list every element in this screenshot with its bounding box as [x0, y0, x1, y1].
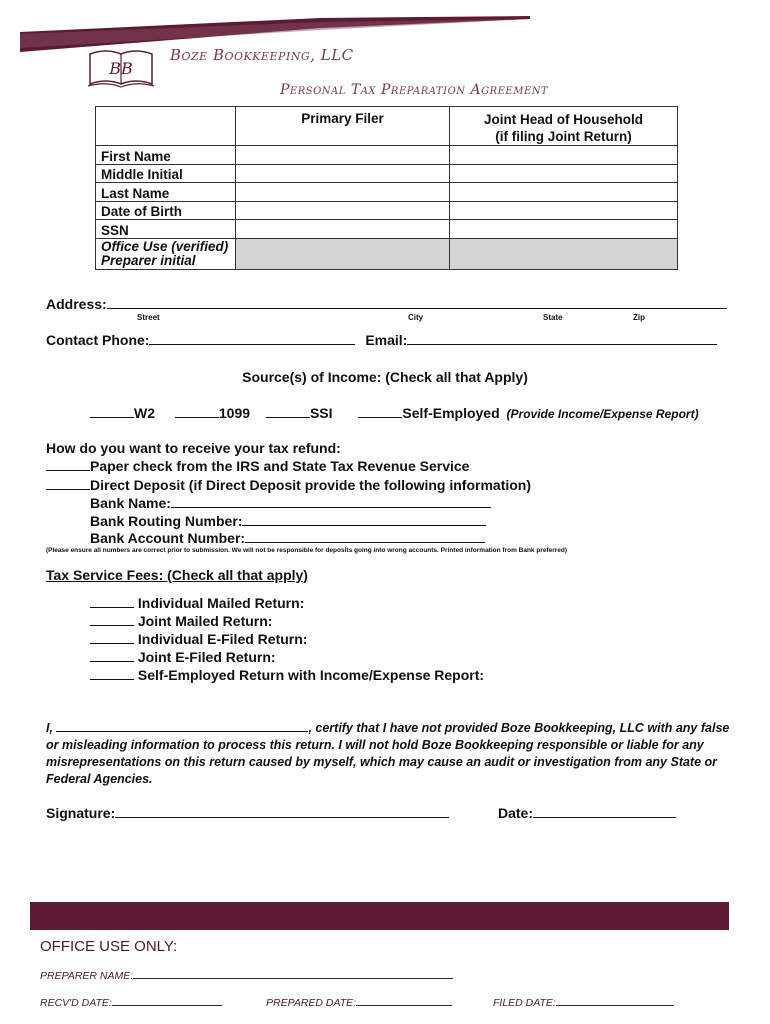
self-employed-label: Self-Employed	[402, 405, 500, 421]
ssi-label: SSI	[309, 405, 333, 421]
bank-name-field[interactable]	[171, 507, 491, 508]
fee-checkbox[interactable]	[90, 679, 134, 680]
fee-checkbox[interactable]	[90, 607, 134, 608]
joint-middle-initial-field[interactable]	[450, 164, 678, 183]
recvd-date-label: RECV'D DATE:	[40, 997, 112, 1009]
fee-label: Self-Employed Return with Income/Expense Report:	[137, 667, 485, 683]
cert-prefix: I,	[46, 721, 53, 735]
account-row	[90, 530, 485, 546]
prepared-date-label: PREPARED DATE:	[266, 997, 357, 1009]
email-field[interactable]	[407, 344, 717, 345]
row-label-ssn: SSN	[96, 220, 236, 239]
cert-name-field[interactable]	[56, 731, 308, 732]
office-use-title: OFFICE USE ONLY:	[40, 938, 178, 955]
logo-text: BB	[109, 59, 133, 78]
contact-row	[46, 332, 717, 348]
fee-checkbox[interactable]	[90, 661, 134, 662]
signature-row	[46, 805, 449, 821]
paper-check-label: Paper check from the IRS and State Tax Revenue Service	[90, 458, 470, 474]
column-primary-filer: Primary Filer	[236, 107, 450, 146]
address-field[interactable]	[107, 308, 727, 309]
refund-question: How do you want to receive your tax refund:	[46, 440, 341, 456]
date-field[interactable]	[533, 817, 676, 818]
fee-item-joint-mailed	[90, 613, 272, 629]
joint-first-name-field[interactable]	[450, 146, 678, 165]
logo-book-icon	[86, 44, 156, 92]
row-label-last-name: Last Name	[96, 183, 236, 202]
date-row	[498, 805, 676, 821]
primary-middle-initial-field[interactable]	[236, 164, 450, 183]
joint-head-label: Joint Head of Household	[483, 112, 643, 127]
date-label: Date:	[498, 805, 534, 821]
email-label: Email:	[365, 332, 408, 348]
document-title: Personal Tax Preparation Agreement	[280, 82, 549, 98]
recvd-date-field[interactable]	[112, 1005, 222, 1006]
fee-item-individual-efiled	[90, 631, 307, 647]
fee-item-joint-efiled	[90, 649, 276, 665]
cert-text: , certify that I have not provided Boze Bookkeeping, LLC with any false or misleading information to process this return. I will not hold Boze Bookkeeping responsible or liable for any misrepresentations on this return caused by myself, which may cause an audit or investigation from any State or Federal Agencies.	[46, 721, 730, 786]
column-joint-filer	[450, 107, 678, 146]
certification-paragraph	[46, 720, 736, 788]
direct-deposit-row	[46, 477, 531, 493]
fee-label: Joint Mailed Return:	[137, 613, 273, 629]
phone-field[interactable]	[149, 344, 355, 345]
prepared-date-field[interactable]	[356, 1005, 452, 1006]
account-field[interactable]	[245, 542, 485, 543]
account-label: Bank Account Number:	[90, 530, 246, 546]
filer-table	[95, 106, 678, 270]
1099-checkbox[interactable]	[175, 417, 219, 418]
company-name: Boze Bookkeeping, LLC	[170, 46, 354, 64]
preparer-name-label: PREPARER NAME:	[40, 970, 134, 982]
paper-check-row	[46, 458, 469, 474]
fee-label: Individual E-Filed Return:	[137, 631, 308, 647]
joint-return-label: (if filing Joint Return)	[495, 129, 632, 144]
w2-checkbox[interactable]	[90, 417, 134, 418]
fee-label: Joint E-Filed Return:	[137, 649, 276, 665]
ssi-checkbox[interactable]	[266, 417, 310, 418]
routing-field[interactable]	[242, 525, 486, 526]
filed-date-row	[493, 997, 674, 1009]
direct-deposit-checkbox[interactable]	[46, 489, 90, 490]
routing-row	[90, 513, 486, 529]
table-corner	[96, 107, 236, 146]
self-employed-note: (Provide Income/Expense Report)	[506, 407, 699, 421]
filed-date-label: FILED DATE:	[493, 997, 556, 1009]
income-options	[90, 405, 699, 421]
primary-dob-field[interactable]	[236, 201, 450, 220]
primary-last-name-field[interactable]	[236, 183, 450, 202]
bank-name-row	[90, 495, 491, 511]
state-caption: State	[543, 313, 563, 322]
w2-label: W2	[134, 405, 155, 421]
fee-checkbox[interactable]	[90, 643, 134, 644]
direct-deposit-label: Direct Deposit (if Direct Deposit provide the following information)	[90, 477, 532, 493]
preparer-initial: Preparer initial	[101, 252, 196, 268]
joint-office-use-cell	[450, 238, 678, 269]
fee-item-self-employed	[90, 667, 484, 683]
primary-ssn-field[interactable]	[236, 220, 450, 239]
routing-label: Bank Routing Number:	[90, 513, 243, 529]
row-label-date-of-birth: Date of Birth	[96, 201, 236, 220]
joint-last-name-field[interactable]	[450, 183, 678, 202]
joint-ssn-field[interactable]	[450, 220, 678, 239]
primary-office-use-cell	[236, 238, 450, 269]
signature-label: Signature:	[46, 805, 116, 821]
fee-item-individual-mailed	[90, 595, 304, 611]
address-label: Address:	[46, 296, 107, 312]
1099-label: 1099	[218, 405, 251, 421]
footer-bar	[30, 902, 729, 930]
row-label-first-name: First Name	[96, 146, 236, 165]
office-use-verified: Office Use (verified)	[101, 238, 229, 254]
prepared-date-row	[266, 997, 452, 1009]
fees-title: Tax Service Fees: (Check all that apply)	[46, 567, 308, 583]
fee-label: Individual Mailed Return:	[137, 595, 305, 611]
paper-check-checkbox[interactable]	[46, 470, 90, 471]
zip-caption: Zip	[633, 313, 645, 322]
preparer-name-row	[40, 970, 453, 982]
preparer-name-field[interactable]	[133, 978, 453, 979]
street-caption: Street	[137, 313, 160, 322]
row-label-office-use	[96, 238, 236, 269]
self-employed-checkbox[interactable]	[358, 417, 402, 418]
income-title: Source(s) of Income: (Check all that Apply)	[242, 369, 528, 385]
fee-checkbox[interactable]	[90, 625, 134, 626]
recvd-date-row	[40, 997, 222, 1009]
row-label-middle-initial: Middle Initial	[96, 164, 236, 183]
joint-dob-field[interactable]	[450, 201, 678, 220]
primary-first-name-field[interactable]	[236, 146, 450, 165]
signature-field[interactable]	[115, 817, 449, 818]
phone-label: Contact Phone:	[46, 332, 150, 348]
bank-name-label: Bank Name:	[90, 495, 171, 511]
address-row	[46, 296, 727, 312]
filed-date-field[interactable]	[556, 1005, 674, 1006]
city-caption: City	[408, 313, 424, 322]
deposit-disclaimer: (Please ensure all numbers are correct prior to submission. We will not be responsible for deposits going into wrong accounts. Printed information from Bank preferred)	[46, 547, 568, 554]
